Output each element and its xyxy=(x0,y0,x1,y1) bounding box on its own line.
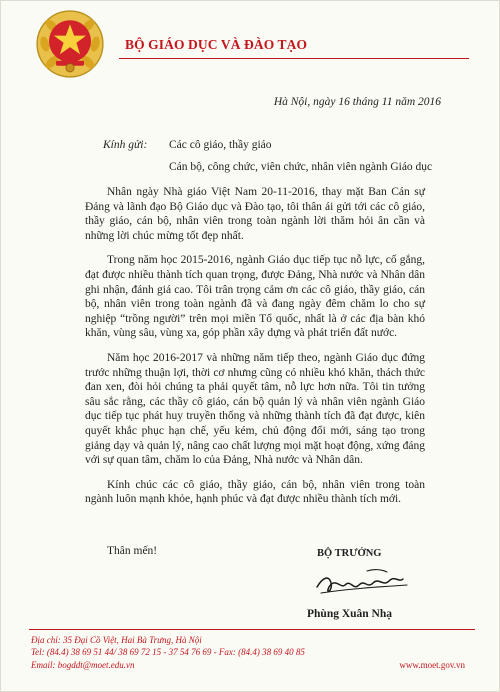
body-paragraph: Năm học 2016-2017 và những năm tiếp theo, ngành Giáo dục đứng trước những thuận lợi, thời cơ nhưng cũng có nhiều khó khăn, thách thức đan xen, đòi hỏi chúng ta phải quyết tâm, nỗ lực hơn nữa. Tôi tin tưởng sâu sắc rằng, các thầy cô giáo, cán bộ quản lý và nhân viên ngành Giáo dục tiếp tục phát huy truyền thống và những thành tích đã đạt được, kiên quyết khắc phục hạn chế, yếu kém, chủ động đổi mới, sáng tạo trong giảng dạy và quản lý, nâng cao chất lượng mọi mặt hoạt động, xứng đáng với sự quan tâm, chăm lo của Đảng, Nhà nước và Nhân dân. xyxy=(85,351,425,467)
footer-website[interactable]: www.moet.gov.vn xyxy=(399,660,465,670)
body-paragraph: Trong năm học 2015-2016, ngành Giáo dục tiếp tục nỗ lực, cố gắng, đạt được nhiều thành tích quan trọng, được Đảng, Nhà nước và Nhân dân ghi nhận, đánh giá cao. Tôi trân trọng cảm ơn các cô giáo, thầy giáo, cán bộ, nhân viên trong toàn ngành đã và đang ngày đêm chăm lo cho sự nghiệp “trồng người” trên mọi miền Tổ quốc, nhất là ở các địa bàn khó khăn, vùng sâu, vùng xa, góp phần xây dựng và phát triển đất nước. xyxy=(85,254,425,340)
footer-tel-fax: Tel: (84.4) 38 69 51 44/ 38 69 72 15 - 37 54 76 69 - Fax: (84.4) 38 69 40 85 xyxy=(31,647,305,658)
closing: Thân mến! xyxy=(107,545,158,557)
signer-name: Phùng Xuân Nhạ xyxy=(307,608,393,620)
body-paragraph: Kính chúc các cô giáo, thầy giáo, cán bộ, nhân viên trong toàn ngành luôn mạnh khỏe, hạnh phúc và đạt được nhiều thành tích mới. xyxy=(85,478,425,506)
footer-contact xyxy=(31,634,305,671)
footer-divider xyxy=(29,629,475,630)
signer-title: BỘ TRƯỞNG xyxy=(317,548,382,559)
footer-address: Địa chỉ: 35 Đại Cồ Việt, Hai Bà Trưng, Hà Nội xyxy=(31,635,202,645)
place-date: Hà Nội, ngày 16 tháng 11 năm 2016 xyxy=(273,96,441,108)
body-paragraph: Nhân ngày Nhà giáo Việt Nam 20-11-2016, thay mặt Ban Cán sự Đảng và lãnh đạo Bộ Giáo dục và Đào tạo, tôi thân ái gửi tới các cô giáo, thầy giáo, cán bộ, nhân viên trong toàn ngành lời thăm hỏi ân cần và những lời chúc mừng tốt đẹp nhất. xyxy=(85,186,425,242)
signature-icon xyxy=(307,563,417,603)
recipient-line: Các cô giáo, thầy giáo xyxy=(169,139,272,151)
to-label: Kính gửi: xyxy=(103,139,148,151)
ministry-name: BỘ GIÁO DỤC VÀ ĐÀO TẠO xyxy=(125,37,308,52)
recipient-line: Cán bộ, công chức, viên chức, nhân viên ngành Giáo dục xyxy=(169,161,433,173)
letter-body xyxy=(85,185,425,507)
national-emblem-icon xyxy=(35,9,105,79)
header-divider xyxy=(119,58,469,59)
footer-email[interactable]: Email: bogddt@moet.edu.vn xyxy=(31,659,135,670)
